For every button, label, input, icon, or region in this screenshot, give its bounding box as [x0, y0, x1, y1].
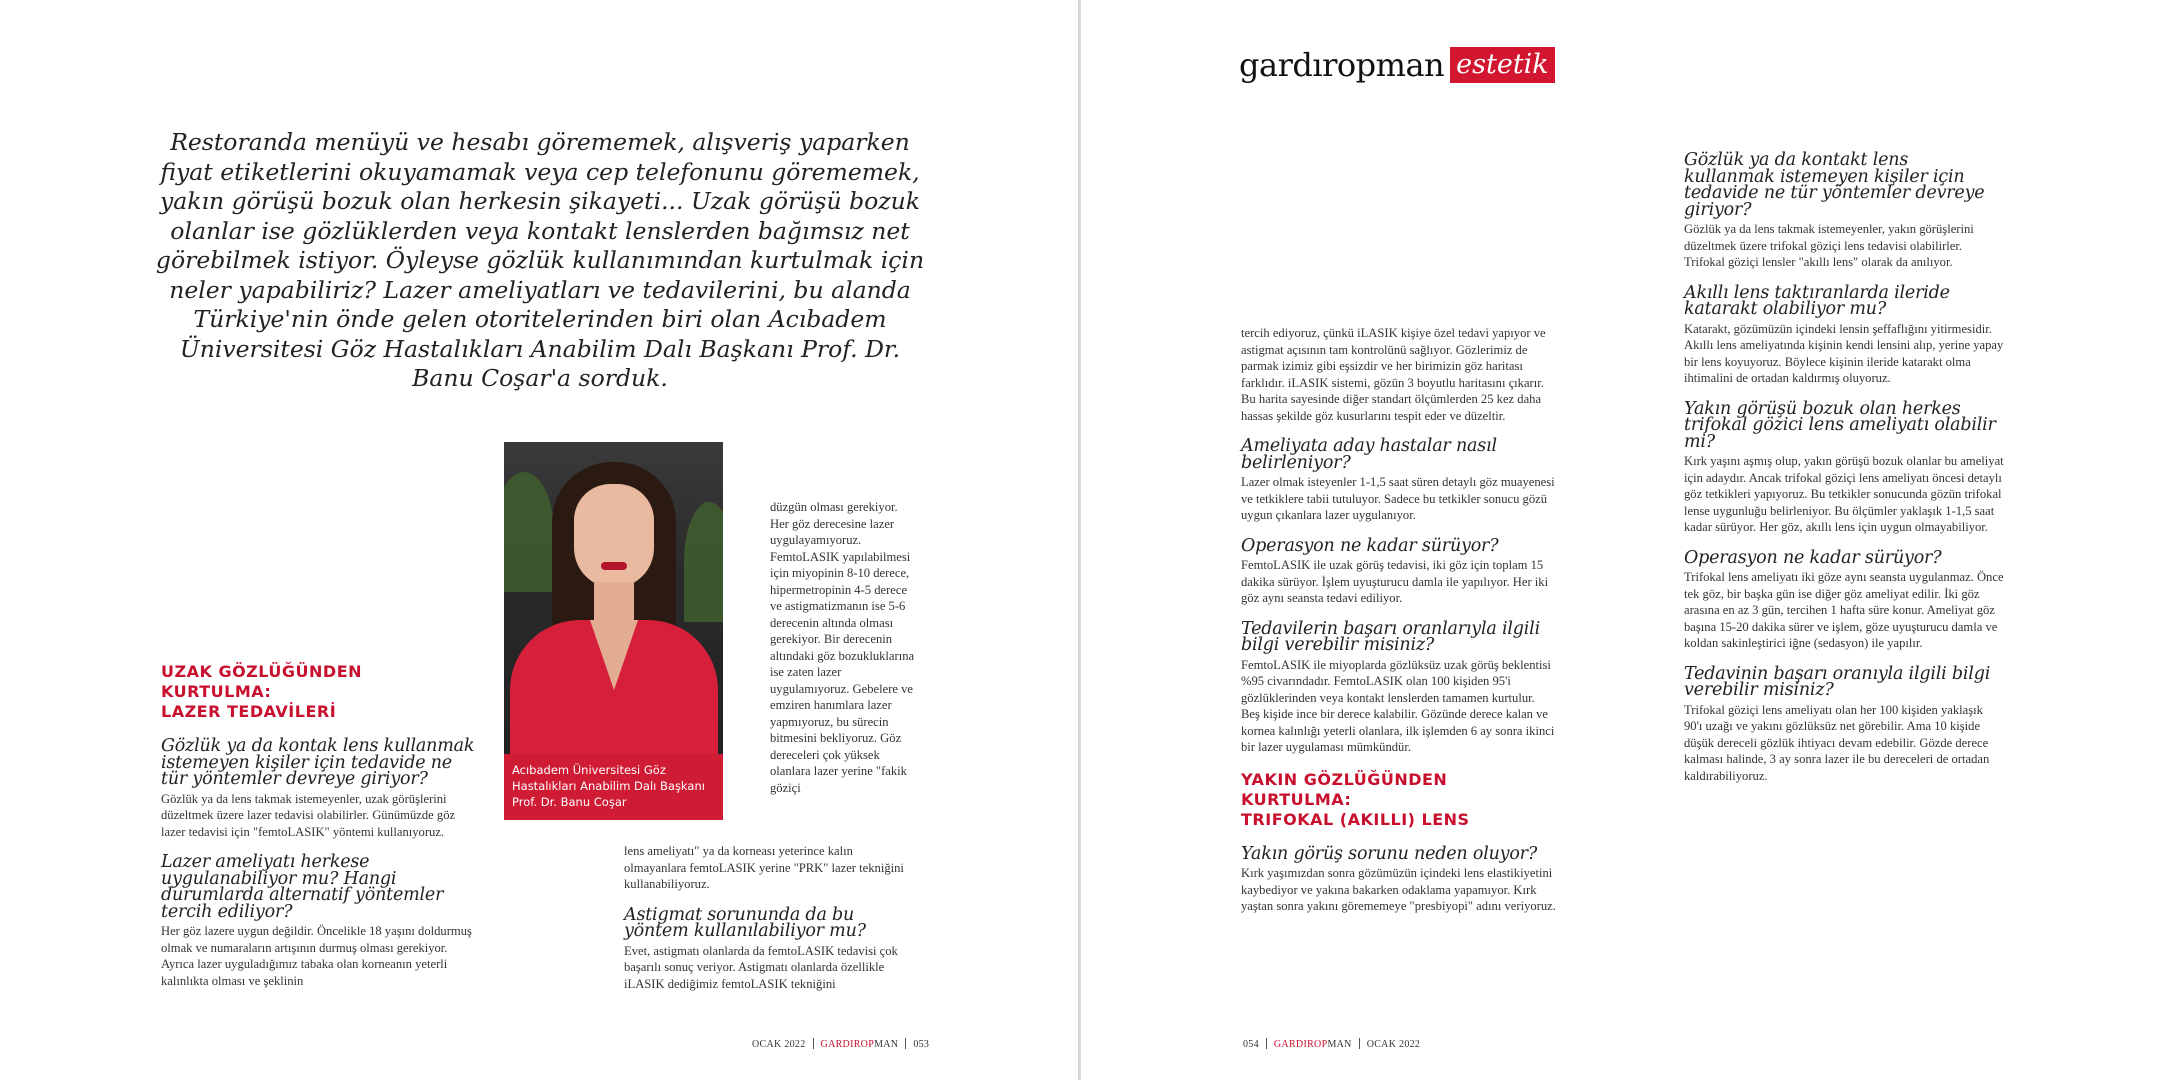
- answer: lens ameliyatı" ya da korneası yeterince kalın olmayanlara femtoLASIK yerine "PRK" lazer tekniğini kullanabiliyoruz.: [624, 844, 904, 891]
- footer-left: [752, 1038, 929, 1050]
- answer: FemtoLASIK ile uzak görüş tedavisi, iki göz için toplam 15 dakika sürüyor. İşlem uyuşturucu damla ile yapılıyor. Her iki göz aynı seansta tedavi ediliyor.: [1241, 558, 1549, 605]
- footer-brand-red: GARDIROP: [820, 1039, 875, 1050]
- qa-block: [1684, 663, 2004, 785]
- question: Yakın görüş sorunu neden oluyor?: [1241, 843, 1538, 864]
- left-column-2-wide: [624, 843, 918, 1006]
- answer: FemtoLASIK ile miyoplarda gözlüksüz uzak görüş beklentisi %95 civarındadır. FemtoLASIK olan 100 kişiden 95'i gözlüklerinden veya kontakt lenslerden tamamen kurtulur. Beş kişide ince bir derece kalabilir. Gözünde derece kalan ve kornea kalınlığı yeterli olanlara, ilk işlemden 6 ay sonra ikinci bir lazer uygulaması mümkündür.: [1241, 657, 1555, 754]
- section-title-line: YAKIN GÖZLÜĞÜNDEN KURTULMA:: [1241, 769, 1448, 809]
- qa-block: [161, 738, 477, 840]
- qa-block: [1684, 152, 2004, 271]
- question: Tedavinin başarı oranıyla ilgili bilgi verebilir misiniz?: [1684, 663, 1991, 700]
- question: Gözlük ya da kontak lens kullanmak istemeyen kişiler için tedavide ne tür yöntemler devreye giriyor?: [161, 736, 475, 789]
- qa-block: [161, 854, 477, 989]
- question: Operasyon ne kadar sürüyor?: [1684, 547, 1942, 568]
- qa-block: [1241, 438, 1556, 524]
- right-column-1: [1241, 325, 1556, 929]
- right-column-2: [1684, 152, 2004, 798]
- qa-block: [624, 904, 918, 993]
- qa-block: [1241, 843, 1556, 915]
- answer: Katarakt, gözümüzün içindeki lensin şeffaflığını yitirmesidir. Akıllı lens ameliyatında kişinin kendi lensini alıp, yerine yapay bir lens koyuyoruz. Böylece kişinin ileride katarakt olma ihtimalini de ortadan kaldırmış oluyoruz.: [1684, 321, 2004, 385]
- qa-block: [1241, 618, 1556, 756]
- question: Tedavilerin başarı oranlarıyla ilgili bilgi verebilir misiniz?: [1241, 618, 1540, 655]
- qa-block: [1241, 535, 1556, 607]
- qa-block: [1684, 547, 2004, 652]
- footer-date: OCAK 2022: [752, 1039, 806, 1050]
- answer: tercih ediyoruz, çünkü iLASIK kişiye özel tedavi yapıyor ve astigmat açısının tam kontrolünü sağlıyor. Gözlerimiz de parmak izimiz gibi eşsizdir ve her birimizin göz haritası farklıdır. iLASIK sistemi, gözün 3 boyutlu haritasını çıkarır. Bu harita sayesinde diğer standart ölçümlerden 25 kez daha hassas şekilde göz kusurlarını tespit eder ve düzeltir.: [1241, 326, 1546, 423]
- question: Operasyon ne kadar sürüyor?: [1241, 535, 1499, 556]
- section-title-distance: [161, 662, 477, 722]
- answer: Trifokal lens ameliyatı iki göze aynı seansta uygulanmaz. Önce tek göz, bir başka gün ise diğer göz ameliyat edilir. İki göz arasına en az 3 gün, tercihen 1 hafta süre konur. Ameliyat göz başına 15-20 dakika sürer ve işlem, göze uyuşturucu damla ve koldan sakinleştirici iğne (sedasyon) ile yapılır.: [1684, 570, 2004, 650]
- section-title-line: UZAK GÖZLÜĞÜNDEN KURTULMA:: [161, 662, 363, 701]
- neckline-shape: [590, 620, 638, 690]
- magazine-logo: [1239, 46, 1555, 84]
- qa-block: [624, 843, 918, 893]
- answer: Gözlük ya da lens takmak istemeyenler, uzak görüşlerini düzeltmek üzere lazer tedavisi olabilirler. Günümüzde göz lazer tedavisi için "femtoLASIK" yöntemi kullanıyoruz.: [161, 791, 456, 839]
- left-column-1: [161, 662, 477, 1003]
- plant-shape: [504, 472, 554, 592]
- right-page: [1081, 0, 2159, 1080]
- answer: düzgün olması gerekiyor. Her göz derecesine lazer uygulayamıyoruz. FemtoLASIK yapılabilmesi için miyopinin 8-10 derece, hipermetropinin 4-5 derece ve astigmatizmanın ise 5-6 derecenin altında olması gerekiyor. Bir derecenin altındaki göz bozukluklarına ise zaten lazer uygulamıyoruz. Gebelere ve emziren hanımlara lazer yapmıyoruz, bu sürecin bitmesini bekliyoruz. Göz dereceleri çok yüksek olanlara lazer yerine "fakik göziçi: [770, 500, 915, 795]
- answer: Evet, astigmatı olanlarda da femtoLASIK tedavisi çok başarılı sonuç veriyor. Astigmatı olanlarda özellikle iLASIK dediğimiz femtoLASIK tekniğini: [624, 943, 898, 991]
- question: Ameliyata aday hastalar nasıl belirleniyor?: [1241, 436, 1497, 473]
- logo-word: gardıropman: [1239, 46, 1445, 84]
- qa-block: [1241, 325, 1556, 424]
- answer: Gözlük ya da lens takmak istemeyenler, yakın görüşlerini düzeltmek üzere trifokal göziçi lens tedavisi olabilirler. Trifokal göziçi lensler "akıllı lens" olarak da anılıyor.: [1684, 222, 1974, 269]
- footer-separator: [1266, 1038, 1267, 1049]
- section-title-line: TRIFOKAL (AKILLI) LENS: [1241, 809, 1470, 829]
- photo-caption: Acıbadem Üniversitesi Göz Hastalıkları Anabilim Dalı Başkanı Prof. Dr. Banu Coşar: [504, 754, 723, 820]
- question: Akıllı lens taktıranlarda ileride katarakt olabiliyor mu?: [1684, 282, 1950, 319]
- answer: Lazer olmak isteyenler 1-1,5 saat süren detaylı göz muayenesi ve tetkiklere tabii tutuluyor. Sadece bu tetkikler sonucu gözü uygun çıkanlara lazer uygulanıyor.: [1241, 475, 1555, 522]
- footer-page-number: 054: [1243, 1039, 1259, 1050]
- doctor-photo: [504, 442, 723, 820]
- footer-brand-red: GARDIROP: [1273, 1039, 1328, 1050]
- section-title-line: LAZER TEDAVİLERİ: [161, 702, 337, 721]
- face-shape: [574, 484, 654, 588]
- left-page: [0, 0, 1078, 1080]
- question: Astigmat sorununda da bu yöntem kullanılabiliyor mu?: [624, 904, 866, 941]
- section-title-near: [1241, 770, 1556, 830]
- answer: Kırk yaşımızdan sonra gözümüzün içindeki lens elastikiyetini kaybediyor ve yakına bakarken odaklama yapamıyor. Kırk yaştan sonra yakını görememeye "presbiyopi" adını veriyoruz.: [1241, 866, 1556, 913]
- footer-separator: [1359, 1038, 1360, 1049]
- footer-date: OCAK 2022: [1366, 1039, 1421, 1050]
- intro-paragraph: Restoranda menüyü ve hesabı görememek, alışveriş yaparken fiyat etiketlerini okuyamamak veya cep telefonunu görememek, yakın görüşü bozuk olan herkesin şikayeti... Uzak görüşü bozuk olanlar ise gözlüklerden veya kontakt lenslerden bağımsız net görebilmek istiyor. Öyleyse gözlük kullanımından kurtulmak için neler yapabiliriz? Lazer ameliyatları ve tedavilerini, bu alanda Türkiye'nin önde gelen otoritelerinden biri olan Acıbadem Üniversitesi Göz Hastalıkları Anabilim Dalı Başkanı Prof. Dr. Banu Coşar'a sorduk.: [155, 128, 925, 392]
- footer-brand-dark: MAN: [1327, 1039, 1352, 1050]
- answer: Kırk yaşını aşmış olup, yakın görüşü bozuk olanlar bu ameliyat için adaydır. Ancak trifokal göziçi lens ameliyatı öncesi detaylı göz tetkikleri yapıyoruz. Bu tetkikler sonucunda gözün trifokal lense uygunluğu belirleniyor. Bu ölçümler yaklaşık 1-1,5 saat kadar sürüyor. Her göz, akıllı lens için uygun olmayabiliyor.: [1684, 454, 2004, 534]
- plant-shape: [684, 502, 723, 622]
- footer-separator: [905, 1038, 906, 1049]
- footer-right: [1243, 1038, 1420, 1050]
- lips-shape: [601, 562, 627, 570]
- question: Lazer ameliyatı herkese uygulanabiliyor mu? Hangi durumlarda alternatif yöntemler tercih ediliyor?: [161, 852, 444, 922]
- footer-separator: [813, 1038, 814, 1049]
- question: Yakın görüşü bozuk olan herkes trifokal gözici lens ameliyatı olabilir mi?: [1684, 398, 1996, 452]
- answer: Trifokal göziçi lens ameliyatı olan her 100 kişiden yaklaşık 90'ı uzağı ve yakını gözlüksüz net görebilir. Ama 10 kişide düşük dereceli gözlük ihtiyacı devam edebilir. Gözde derece kalması halinde, 3 ay sonra lazer ile bu dereceleri de ortadan kaldırabiliyoruz.: [1684, 702, 1990, 783]
- qa-block: [1684, 398, 2004, 536]
- qa-block: [1684, 282, 2004, 387]
- question: Gözlük ya da kontakt lens kullanmak istemeyen kişiler için tedavide ne tür yöntemler devreye giriyor?: [1684, 150, 1985, 220]
- answer: Her göz lazere uygun değildir. Öncelikle 18 yaşını doldurmuş olmak ve numaraların artışının durmuş olması gerekiyor. Ayrıca lazer uyguladığımız tabaka olan korneanın yeterli kalınlıkta olması ve şeklinin: [161, 924, 472, 988]
- footer-brand-dark: MAN: [874, 1039, 899, 1050]
- footer-page-number: 053: [913, 1039, 930, 1050]
- logo-section-tag: estetik: [1450, 47, 1555, 83]
- left-column-2-narrow: [770, 499, 918, 796]
